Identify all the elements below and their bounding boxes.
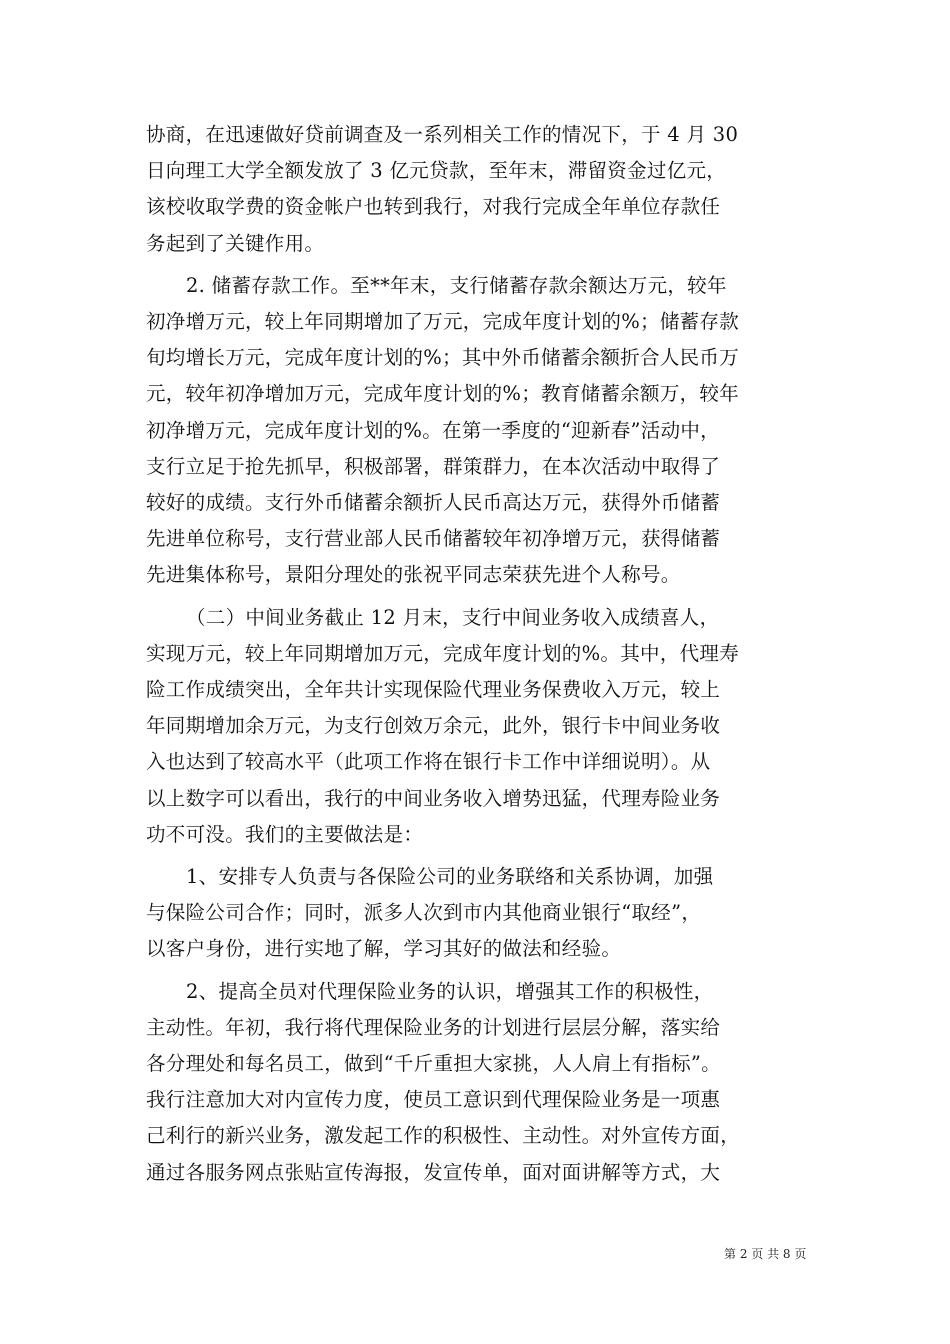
text-line: 主动性。年初，我行将代理保险业务的计划进行层层分解，落实给 <box>146 1015 721 1039</box>
text-line: 元，较年初净增加万元，完成年度计划的%；教育储蓄余额万，较年 <box>146 382 740 406</box>
text-line: 功不可没。我们的主要做法是： <box>146 822 424 846</box>
document-body <box>146 117 816 1197</box>
text-line: （二）中间业务截止 12 月末，支行中间业务收入成绩喜人， <box>185 605 720 629</box>
paragraph <box>146 117 816 262</box>
text-line: 己利行的新兴业务，激发起工作的积极性、主动性。对外宣传方面， <box>146 1124 741 1148</box>
text-line: 入也达到了较高水平（此项工作将在银行卡工作中详细说明）。从 <box>146 750 711 774</box>
text-line: 1、安排专人负责与各保险公司的业务联络和关系协调，加强 <box>185 865 714 889</box>
text-line: 年同期增加余万元，为支行创效万余元，此外，银行卡中间业务收 <box>146 714 721 738</box>
page-number: 第 2 页 共 8 页 <box>724 1247 807 1261</box>
paragraph <box>146 268 816 594</box>
paragraph <box>146 974 816 1191</box>
text-line: 较好的成绩。支行外币储蓄余额折人民币高达万元，获得外币储蓄 <box>146 491 721 515</box>
text-line: 务起到了关键作用。 <box>146 231 325 255</box>
text-line: 先进集体称号，景阳分理处的张祝平同志荣获先进个人称号。 <box>146 563 681 587</box>
text-line: 2、提高全员对代理保险业务的认识，增强其工作的积极性， <box>185 979 714 1003</box>
text-line: 2. 储蓄存款工作。至**年末，支行储蓄存款余额达万元，较年 <box>185 273 727 297</box>
text-line: 我行注意加大对内宣传力度，使员工意识到代理保险业务是一项惠 <box>146 1088 721 1112</box>
text-line: 实现万元，较上年同期增加万元，完成年度计划的%。其中，代理寿 <box>146 641 740 665</box>
text-line: 该校收取学费的资金帐户也转到我行，对我行完成全年单位存款任 <box>146 195 721 219</box>
text-line: 支行立足于抢先抓早，积极部署，群策群力，在本次活动中取得了 <box>146 454 721 478</box>
text-line: 初净增万元，完成年度计划的%。在第一季度的“迎新春”活动中， <box>146 418 720 442</box>
text-line: 日向理工大学全额发放了 3 亿元贷款，至年末，滞留资金过亿元， <box>146 159 727 183</box>
paragraph <box>146 600 816 853</box>
text-line: 与保险公司合作；同时，派多人次到市内其他商业银行“取经”， <box>146 901 702 925</box>
text-line: 险工作成绩突出，全年共计实现保险代理业务保费收入万元，较上 <box>146 678 721 702</box>
text-line: 协商，在迅速做好贷前调查及一系列相关工作的情况下，于 4 月 30 <box>146 123 739 146</box>
text-line: 通过各服务网点张贴宣传海报，发宣传单，面对面讲解等方式，大 <box>146 1160 721 1184</box>
paragraph <box>146 859 816 968</box>
text-line: 初净增万元，较上年同期增加了万元，完成年度计划的%；储蓄存款 <box>146 310 740 334</box>
text-line: 以客户身份，进行实地了解，学习其好的做法和经验。 <box>146 937 622 961</box>
text-line: 各分理处和每名员工，做到“千斤重担大家挑，人人肩上有指标”。 <box>146 1052 721 1076</box>
text-line: 以上数字可以看出，我行的中间业务收入增势迅猛，代理寿险业务 <box>146 786 721 810</box>
text-line: 旬均增长万元，完成年度计划的%；其中外币储蓄余额折合人民币万 <box>146 346 740 370</box>
text-line: 先进单位称号，支行营业部人民币储蓄较年初净增万元，获得储蓄 <box>146 527 721 551</box>
